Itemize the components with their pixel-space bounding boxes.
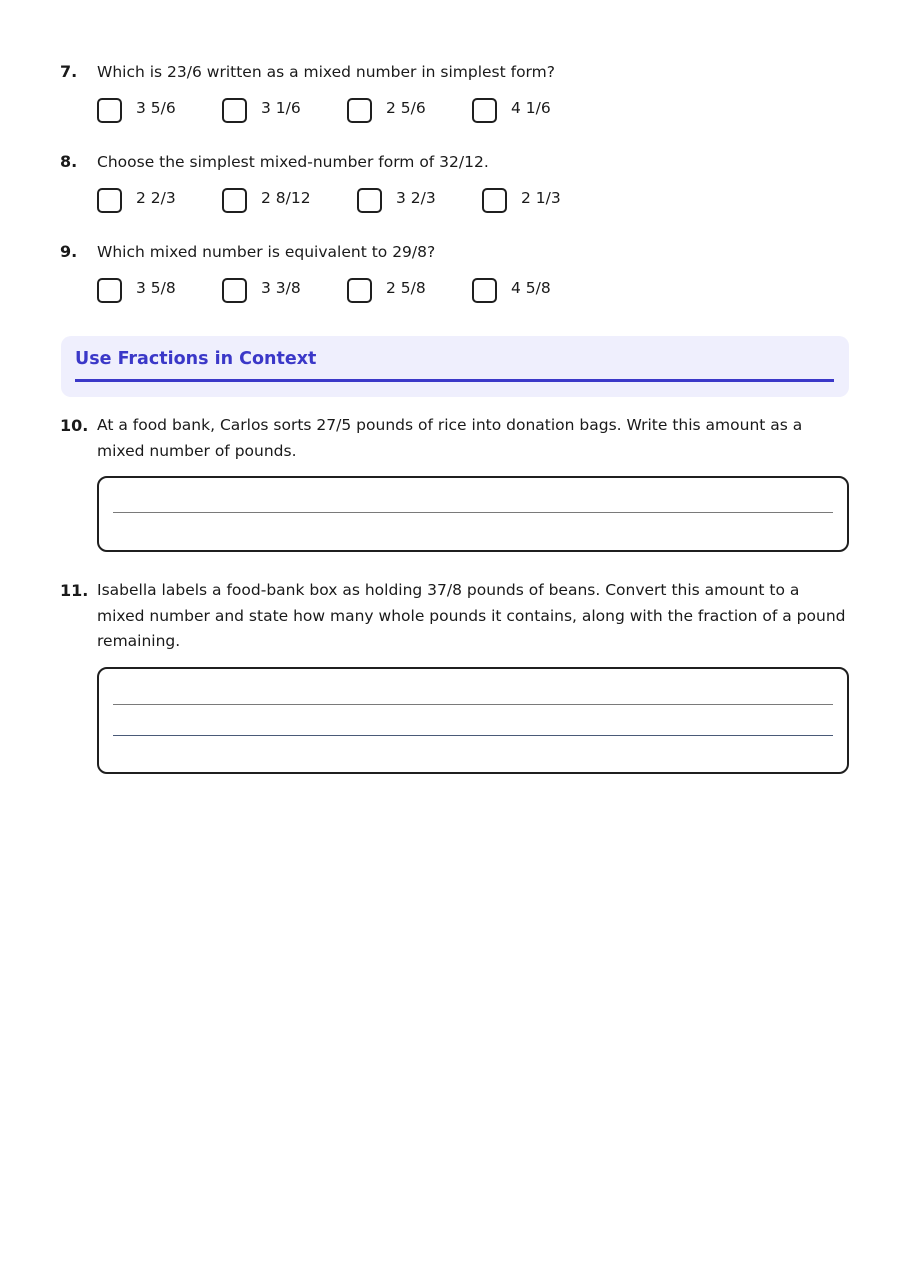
checkbox[interactable]	[97, 278, 122, 303]
question-text: Choose the simplest mixed-number form of 32/12.	[97, 153, 489, 171]
checkbox[interactable]	[222, 188, 247, 213]
choice-label: 3 2/3	[396, 189, 436, 207]
checkbox[interactable]	[97, 98, 122, 123]
checkbox[interactable]	[347, 278, 372, 303]
question-text: At a food bank, Carlos sorts 27/5 pounds of rice into donation bags. Write this amount as a mixed number of pounds.	[97, 416, 803, 460]
choice-label: 2 1/3	[521, 189, 561, 207]
question-text: Which is 23/6 written as a mixed number in simplest form?	[97, 63, 555, 81]
choice-label: 2 5/8	[386, 279, 426, 297]
checkbox[interactable]	[347, 98, 372, 123]
answer-line	[113, 704, 833, 705]
choice-label: 3 5/8	[136, 279, 176, 297]
question-number: 8.	[60, 152, 78, 171]
answer-box[interactable]	[97, 476, 849, 552]
choice-label: 2 5/6	[386, 99, 426, 117]
section-title: Use Fractions in Context	[75, 349, 317, 369]
question-number: 11.	[60, 581, 89, 600]
checkbox[interactable]	[472, 278, 497, 303]
answer-box[interactable]	[97, 667, 849, 774]
question-number: 9.	[60, 242, 78, 261]
question-number: 10.	[60, 416, 89, 435]
choice-label: 3 5/6	[136, 99, 176, 117]
checkbox[interactable]	[97, 188, 122, 213]
choice-label: 4 5/8	[511, 279, 551, 297]
checkbox[interactable]	[357, 188, 382, 213]
choice-label: 2 8/12	[261, 189, 311, 207]
section-divider	[75, 379, 834, 382]
answer-line	[113, 512, 833, 513]
answer-line	[113, 735, 833, 736]
checkbox[interactable]	[222, 98, 247, 123]
choice-label: 2 2/3	[136, 189, 176, 207]
checkbox[interactable]	[472, 98, 497, 123]
question-text: Isabella labels a food-bank box as holding 37/8 pounds of beans. Convert this amount to a mixed number and state how many whole pounds it contains, along with the fraction of a pound remaining.	[97, 581, 846, 650]
checkbox[interactable]	[482, 188, 507, 213]
section-header	[61, 336, 849, 397]
choice-label: 3 1/6	[261, 99, 301, 117]
choice-label: 3 3/8	[261, 279, 301, 297]
question-text: Which mixed number is equivalent to 29/8?	[97, 243, 436, 261]
checkbox[interactable]	[222, 278, 247, 303]
question-number: 7.	[60, 62, 78, 81]
choice-label: 4 1/6	[511, 99, 551, 117]
